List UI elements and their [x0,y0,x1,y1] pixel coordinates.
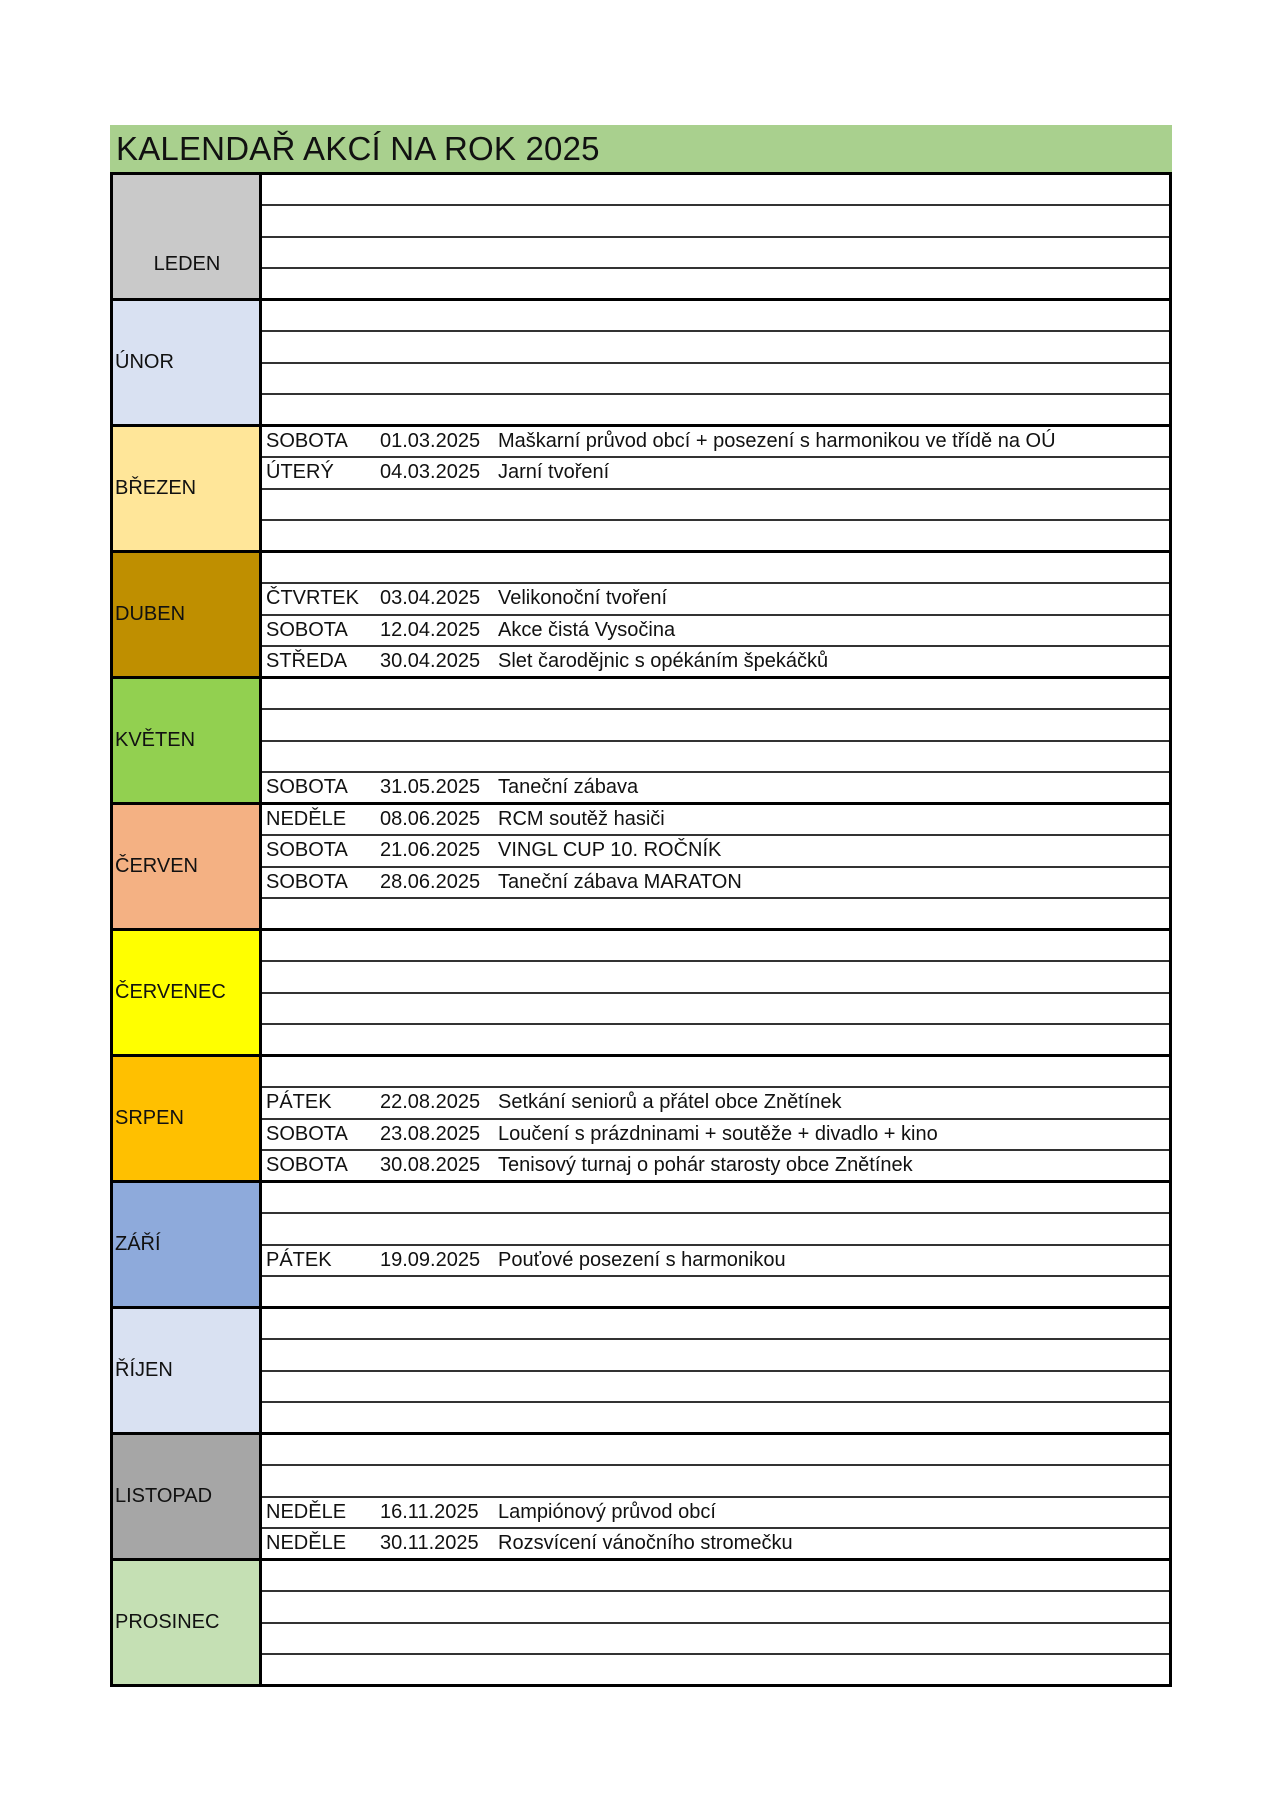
month-label: ČERVENEC [113,931,262,1054]
month-label: KVĚTEN [113,679,262,802]
month-label: ÚNOR [113,301,262,424]
month-label: BŘEZEN [113,427,262,550]
event-row [262,1244,1169,1275]
event-row [262,805,1169,834]
month-label: LISTOPAD [113,1435,262,1558]
event-name: Setkání seniorů a přátel obce Znětínek [498,1091,842,1114]
month-label: LEDEN [113,175,262,298]
month-block [113,928,1169,1054]
event-day: SOBOTA [266,1153,348,1176]
event-date: 04.03.2025 [380,461,481,484]
event-date: 16.11.2025 [380,1500,479,1523]
event-row [262,834,1169,865]
event-rows [262,931,1169,1054]
event-rows [262,427,1169,550]
event-name: Lampiónový průvod obcí [498,1500,716,1523]
event-date: 08.06.2025 [380,808,481,831]
event-row [262,866,1169,897]
event-row [262,1149,1169,1180]
event-day: SOBOTA [266,618,348,641]
event-row [262,236,1169,267]
event-rows [262,553,1169,676]
event-rows [262,1309,1169,1432]
event-row [262,1435,1169,1464]
event-row [262,488,1169,519]
event-row [262,553,1169,582]
event-row [262,582,1169,613]
event-date: 01.03.2025 [380,430,481,453]
event-day: ÚTERÝ [266,461,334,484]
event-row [262,645,1169,676]
event-row [262,267,1169,298]
event-row [262,1622,1169,1653]
event-day: SOBOTA [266,1122,348,1145]
calendar-table [110,172,1172,1687]
event-row [262,1464,1169,1495]
page-title: KALENDAŘ AKCÍ NA ROK 2025 [110,125,1172,172]
event-row [262,362,1169,393]
event-date: 30.04.2025 [380,649,481,672]
event-name: Taneční zábava MARATON [498,870,742,893]
month-block [113,550,1169,676]
event-row [262,1561,1169,1590]
event-day: NEDĚLE [266,1531,347,1554]
event-row [262,960,1169,991]
month-block [113,802,1169,928]
event-row [262,456,1169,487]
event-row [262,1086,1169,1117]
event-rows [262,1183,1169,1306]
event-row [262,1401,1169,1432]
event-row [262,931,1169,960]
event-name: Tenisový turnaj o pohár starosty obce Znětínek [498,1153,913,1176]
month-block [113,298,1169,424]
event-name: Pouťové posezení s harmonikou [498,1248,786,1271]
event-date: 12.04.2025 [380,618,481,641]
event-row [262,897,1169,928]
event-date: 22.08.2025 [380,1091,481,1114]
event-row [262,1496,1169,1527]
month-block [113,1558,1169,1684]
event-date: 19.09.2025 [380,1248,481,1271]
event-name: Maškarní průvod obcí + posezení s harmonikou ve třídě na OÚ [498,430,1056,453]
event-name: Loučení s prázdninami + soutěže + divadlo + kino [498,1122,938,1145]
event-row [262,1370,1169,1401]
event-row [262,175,1169,204]
month-label: DUBEN [113,553,262,676]
event-row [262,393,1169,424]
month-block [113,676,1169,802]
month-label: ŘÍJEN [113,1309,262,1432]
event-name: Akce čistá Vysočina [498,618,676,641]
event-rows [262,805,1169,928]
event-row [262,708,1169,739]
event-day: SOBOTA [266,839,348,862]
event-date: 28.06.2025 [380,870,481,893]
event-day: ČTVRTEK [266,587,359,610]
event-row [262,519,1169,550]
month-block [113,1180,1169,1306]
event-rows [262,301,1169,424]
month-block [113,424,1169,550]
event-day: SOBOTA [266,870,348,893]
event-day: STŘEDA [266,649,348,672]
event-day: SOBOTA [266,775,348,798]
event-row [262,614,1169,645]
event-name: Jarní tvoření [498,461,610,484]
event-day: NEDĚLE [266,808,347,831]
event-row [262,1590,1169,1621]
event-rows [262,679,1169,802]
event-row [262,1023,1169,1054]
event-row [262,1653,1169,1684]
event-day: PÁTEK [266,1091,332,1114]
event-date: 31.05.2025 [380,775,481,798]
event-name: Rozsvícení vánočního stromečku [498,1531,793,1554]
event-row [262,204,1169,235]
event-row [262,330,1169,361]
event-row [262,740,1169,771]
event-name: RCM soutěž hasiči [498,808,665,831]
event-row [262,1309,1169,1338]
month-block [113,175,1169,298]
event-row [262,1338,1169,1369]
month-block [113,1054,1169,1180]
event-row [262,1212,1169,1243]
event-row [262,301,1169,330]
event-date: 23.08.2025 [380,1122,481,1145]
month-label: PROSINEC [113,1561,262,1684]
event-rows [262,1561,1169,1684]
event-day: NEDĚLE [266,1500,347,1523]
event-row [262,1275,1169,1306]
event-rows [262,1057,1169,1180]
event-row [262,992,1169,1023]
event-day: PÁTEK [266,1248,332,1271]
event-row [262,1057,1169,1086]
month-label: ČERVEN [113,805,262,928]
event-name: VINGL CUP 10. ROČNÍK [498,839,722,862]
month-label: ZÁŘÍ [113,1183,262,1306]
event-date: 30.11.2025 [380,1531,479,1554]
event-row [262,1118,1169,1149]
month-block [113,1432,1169,1558]
event-row [262,427,1169,456]
event-name: Slet čarodějnic s opékáním špekáčků [498,649,829,672]
event-row [262,1183,1169,1212]
event-row [262,679,1169,708]
event-row [262,771,1169,802]
event-rows [262,1435,1169,1558]
event-date: 30.08.2025 [380,1153,481,1176]
month-block [113,1306,1169,1432]
month-label: SRPEN [113,1057,262,1180]
event-name: Velikonoční tvoření [498,587,667,610]
event-row [262,1527,1169,1558]
event-day: SOBOTA [266,430,348,453]
event-date: 21.06.2025 [380,839,481,862]
event-name: Taneční zábava [498,775,639,798]
event-date: 03.04.2025 [380,587,481,610]
event-rows [262,175,1169,298]
